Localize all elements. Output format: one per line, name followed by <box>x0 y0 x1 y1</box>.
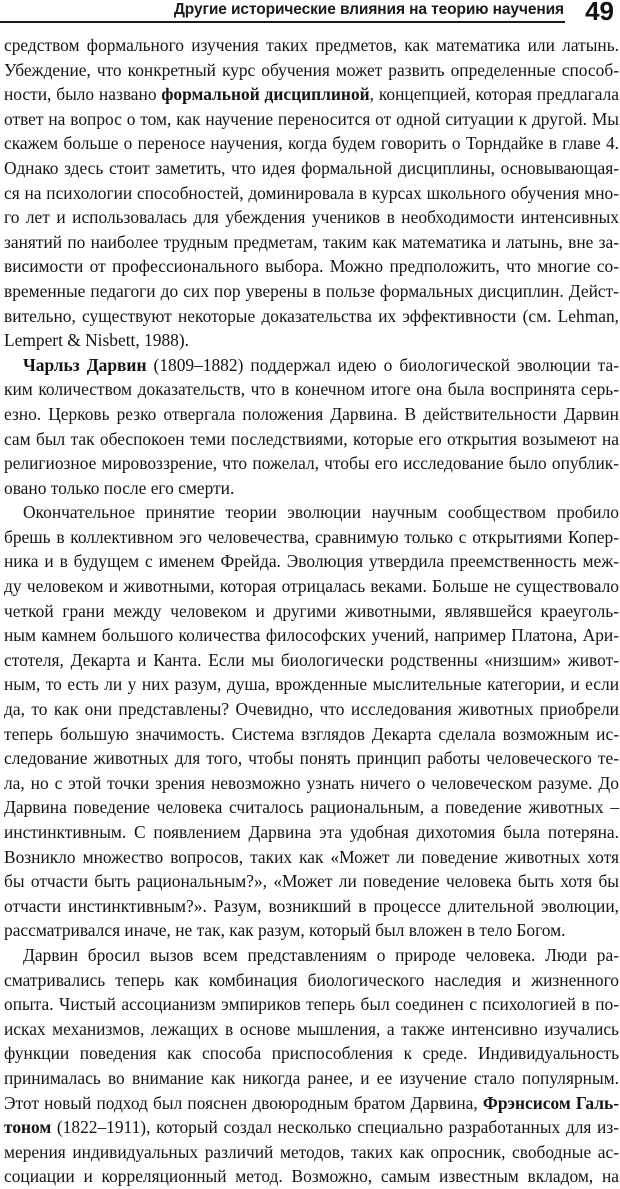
page-body <box>4 33 619 1189</box>
p1-line-1: средством формального изучения таких предметов, как математика или латынь. <box>4 35 619 55</box>
text-run: Этот новый подход был пояснен двоюродным братом Дарвина, <box>4 1092 483 1113</box>
p4-line-5: функции поведения как способа приспособления к среде. Индивидуальность <box>4 1043 619 1064</box>
p3-line-16: бы отчасти быть рациональным?», «Может ли поведение человека быть хотя бы <box>4 871 619 892</box>
p3-line-6: ным камнем большого количества философских учений, например Платона, Ари- <box>4 625 619 646</box>
p4-line-10: социации и корреляционный метод. Возможно, самым известным вкладом, на <box>4 1166 619 1187</box>
p3-line-15: Возникло множество вопросов, таких как «Может ли поведение животных хотя <box>4 846 619 867</box>
text-run: , концепцией, которая предлагала <box>369 84 619 105</box>
p3-line-11: следование животных для того, чтобы понять принцип работы человеческого те- <box>4 748 619 769</box>
term-formal-discipline: формальной дисциплиной <box>161 84 370 105</box>
p3-line-3: ника и в будущем с именем Фрейда. Эволюция утвердила преемственность меж- <box>4 551 619 572</box>
p3-line-9: да, то как они представлены? Очевидно, что исследования животных приобрели <box>4 699 619 720</box>
p1-line-13: Lempert & Nisbett, 1988). <box>4 330 189 351</box>
p1-line-5: скажем больше о переносе научения, когда будем говорить о Торндайке в главе 4. <box>4 133 619 154</box>
p2-line-6: овано только после его смерти. <box>4 477 235 498</box>
p2-line-1 <box>4 353 619 378</box>
running-title: Другие исторические влияния на теорию научения <box>173 1 564 18</box>
p1-line-11: временные педагоги до сих пор уверены в пользе формальных дисциплин. Дейст- <box>4 280 619 301</box>
p3-line-18: рассматривался иначе, не так, как разум, который был вложен в тело Богом. <box>4 920 566 941</box>
p3-line-1: Окончательное принятие теории эволюции научным сообществом пробило <box>23 502 619 523</box>
p4-line-6: принималась во внимание как никогда ранее, и ее изучение стало популярным. <box>4 1067 619 1088</box>
text-run: (1822–1911), который создал несколько специально разработанных для из- <box>51 1117 619 1138</box>
p4-line-4: исках механизмов, лежащих в основе мышления, а также интенсивно изучались <box>4 1018 619 1039</box>
p2-line-3: езно. Церковь резко отвергала положения Дарвина. В действительности Дарвин <box>4 403 619 424</box>
page-number: 49 <box>585 0 614 26</box>
p3-line-7: стотеля, Декарта и Канта. Если мы биологически родственны «низшим» живот- <box>4 649 619 670</box>
text-run: (1809–1882) поддержал идею о биологической эволюции та- <box>146 354 619 375</box>
name-darwin: Чарльз Дарвин <box>23 354 147 375</box>
p1-line-7: ся на психологии способностей, доминировала в курсах школьного обучения мно- <box>4 182 619 203</box>
p4-line-2: сматривались теперь как комбинация биологического наследия и жизненного <box>4 969 619 990</box>
p3-line-5: четкой грани между человеком и другими животными, являвшейся краеуголь- <box>4 600 619 621</box>
p1-line-4: ответ на вопрос о том, как научение переносится от одной ситуации к другой. Мы <box>4 108 619 129</box>
p1-line-3 <box>4 82 619 107</box>
p4-line-7 <box>4 1091 619 1116</box>
p3-line-4: ду человеком и животными, которая отрицалась веками. Больше не существовало <box>4 576 619 597</box>
p1-line-6: Однако здесь стоит заметить, что идея формальной дисциплины, основывающая- <box>4 157 619 178</box>
p3-line-2: брешь в коллективном эго человечества, сравнимую только с открытиями Копер- <box>4 526 619 547</box>
name-galton-part-2: тоном <box>4 1117 52 1138</box>
p1-line-12: вительно, существуют некоторые доказательства их эффективности (см. Lehman, <box>4 305 619 326</box>
p4-line-1: Дарвин бросил вызов всем представлениям о природе человека. Люди ра- <box>23 944 619 965</box>
p3-line-14: инстинктивным. С появлением Дарвина эта удобная дихотомия была потеряна. <box>4 822 619 842</box>
p1-line-2: Убеждение, что конкретный курс обучения может развить определенные способ- <box>4 59 619 80</box>
p4-line-9: мерения индивидуальных различий методов, таких как опросник, свободные ас- <box>4 1141 619 1162</box>
p2-line-5: религиозное мировоззрение, что пожелал, чтобы его исследование было опублик- <box>4 453 619 474</box>
p1-line-10: висимости от профессионального выбора. Можно предположить, что многие со- <box>4 256 619 277</box>
p2-line-4: сам был так обеспокоен теми последствиями, которые его открытия возымеют на <box>4 428 619 449</box>
p4-line-8 <box>4 1115 619 1140</box>
p3-line-12: ла, но с этой точки зрения невозможно узнать ничего о человеческом разуме. До <box>4 772 619 793</box>
p3-line-17: отчасти инстинктивным?». Разум, возникший в процессе длительной эволюции, <box>4 895 619 916</box>
p1-line-8: го лет и использовалась для убеждения учеников в необходимости интенсивных <box>4 207 619 228</box>
p1-line-9: занятий по наиболее трудным предметам, таким как математика и латынь, вне за- <box>4 231 619 252</box>
p3-line-10: теперь большую значимость. Система взглядов Декарта сделала возможным ис- <box>4 723 619 744</box>
running-header <box>0 0 620 30</box>
p2-line-2: ким количеством доказательств, что в конечном итоге она была воспринята серь- <box>4 379 619 400</box>
p4-line-3: опыта. Чистый ассоцианизм эмпириков теперь был соединен с психологией в по- <box>4 994 619 1015</box>
text-run: ности, было названо <box>4 84 162 105</box>
p3-line-13: Дарвина поведение человека считалось рациональным, а поведение животных – <box>4 797 619 818</box>
name-galton-part-1: Фрэнсисом Галь- <box>482 1092 619 1113</box>
header-rule <box>0 21 565 23</box>
p3-line-8: ным, то есть ли у них разум, душа, врожденные мыслительные категории, и если <box>4 674 619 695</box>
